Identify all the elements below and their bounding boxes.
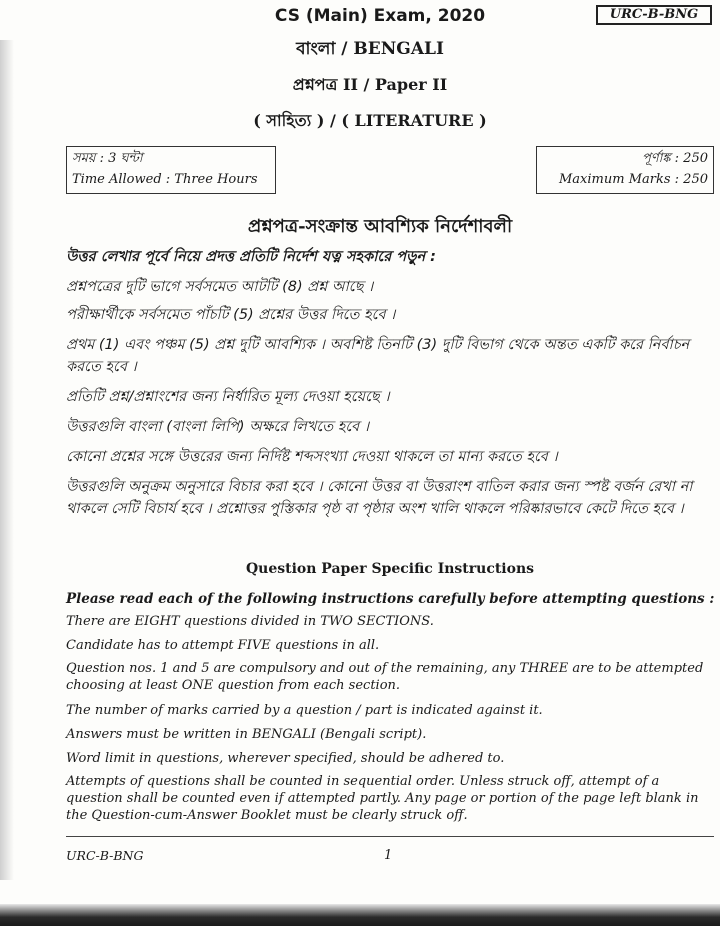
paper-title: প্রশ্নপত্র II / Paper II — [292, 75, 448, 94]
english-instruction-line: Please read each of the following instructions carefully before attempting questions : — [66, 591, 715, 607]
scan-bottom-edge — [0, 904, 720, 926]
time-allowed-english: Time Allowed : Three Hours — [72, 172, 258, 187]
bengali-instructions-heading: প্রশ্নপত্র-সংক্রান্ত আবশ্যিক নির্দেশাবলী — [247, 216, 513, 237]
language-title: বাংলা / BENGALI — [296, 39, 444, 59]
english-instruction-line: Candidate has to attempt FIVE questions in all. — [66, 638, 380, 653]
english-instructions-heading: Question Paper Specific Instructions — [245, 561, 535, 577]
english-instruction-line: There are EIGHT questions divided in TWO SECTIONS. — [66, 614, 434, 629]
time-allowed-box — [66, 146, 276, 194]
english-instruction-line: The number of marks carried by a question / part is indicated against it. — [66, 703, 543, 718]
english-instruction-line: Word limit in questions, wherever specified, should be adhered to. — [66, 751, 505, 766]
bengali-instruction-line: পরীক্ষার্থীকে সর্বসমেত পাঁচটি (5) প্রশ্নের উত্তর দিতে হবে । — [66, 307, 396, 323]
footer-divider — [66, 836, 714, 837]
footer-paper-code: URC-B-BNG — [66, 848, 144, 863]
bengali-instruction-line: উত্তরগুলি বাংলা (বাংলা লিপি) অক্ষরে লিখতে হবে । — [66, 419, 370, 435]
scan-edge-shadow — [0, 40, 14, 880]
time-allowed-bengali: সময় : 3 ঘন্টা — [72, 151, 143, 166]
maximum-marks-english: Maximum Marks : 250 — [559, 172, 708, 187]
paper-code-box: URC-B-BNG — [596, 5, 712, 25]
bengali-instruction-line: প্রতিটি প্রশ্ন/প্রশ্নাংশের জন্য নির্ধারিত মূল্য দেওয়া হয়েছে । — [66, 389, 390, 405]
bengali-instruction-line: উত্তর লেখার পূর্বে নিয়ে প্রদত্ত প্রতিটি নির্দেশ যত্ন সহকারে পড়ুন : — [66, 249, 436, 265]
bengali-instruction-line: উত্তরগুলি অনুক্রম অনুসারে বিচার করা হবে । কোনো উত্তর বা উত্তরাংশ বাতিল করার জন্য স্পষ্ট বর্জন রেখা না থাকলে সেটি বিচার্য হবে । প্রশ্নোত্তর পুস্তিকার পৃষ্ঠ বা পৃষ্ঠার অংশ খালি থাকলে পরিষ্কারভাবে কেটে দিতে হবে । — [66, 479, 693, 517]
exam-title: CS (Main) Exam, 2020 — [274, 6, 486, 26]
english-instruction-line: Attempts of questions shall be counted in sequential order. Unless struck off, attempt of a question shall be counted even if attempted partly. Any page or portion of the page left blank in the Question-cum-Answer Booklet must be clearly struck off. — [66, 774, 699, 823]
bengali-instruction-line: কোনো প্রশ্নের সঙ্গে উত্তরের জন্য নির্দিষ্ট শব্দসংখ্যা দেওয়া থাকলে তা মান্য করতে হবে । — [66, 449, 558, 465]
subject-title: ( সাহিত্য ) / ( LITERATURE ) — [253, 111, 487, 130]
bengali-instruction-line: প্রশ্নপত্রের দুটি ভাগে সর্বসমেত আটটি (8) প্রশ্ন আছে । — [66, 279, 374, 295]
maximum-marks-box — [536, 146, 714, 194]
english-instruction-line: Answers must be written in BENGALI (Bengali script). — [66, 727, 427, 742]
maximum-marks-bengali: পূর্ণাঙ্ক : 250 — [641, 151, 708, 166]
page-number: 1 — [384, 848, 393, 863]
bengali-instruction-line: প্রথম (1) এবং পঞ্চম (5) প্রশ্ন দুটি আবশ্যিক । অবশিষ্ট তিনটি (3) দুটি বিভাগ থেকে অন্তত একটি করে নির্বাচন করতে হবে । — [66, 337, 690, 375]
english-instruction-line: Question nos. 1 and 5 are compulsory and out of the remaining, any THREE are to be attempted choosing at least ONE question from each section. — [66, 661, 704, 693]
